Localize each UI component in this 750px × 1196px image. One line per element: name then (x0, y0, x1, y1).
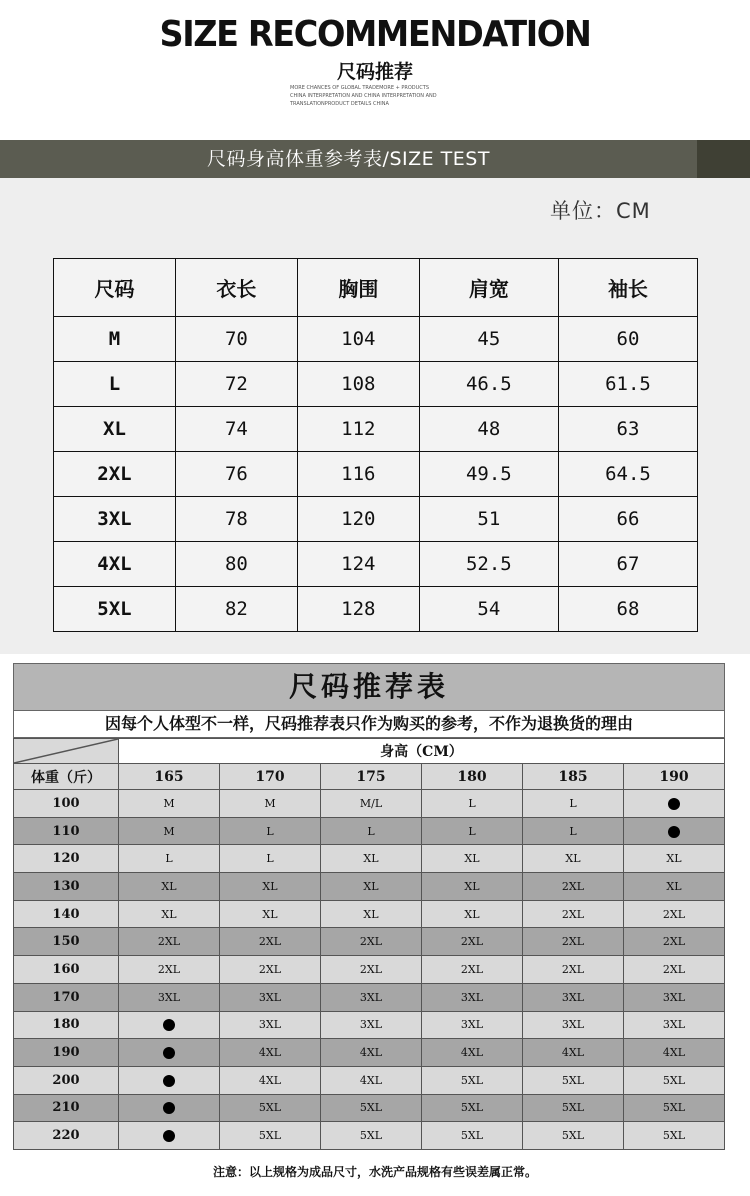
dot-icon (668, 798, 680, 810)
column-header: 肩宽 (419, 259, 558, 317)
measurement-cell: 51 (419, 497, 558, 542)
size-cell: XL (624, 845, 725, 873)
measurement-cell: 52.5 (419, 542, 558, 587)
size-cell: XL (321, 873, 422, 901)
table-row (14, 900, 725, 928)
measurement-cell: 54 (419, 587, 558, 632)
dot-icon (668, 826, 680, 838)
header (0, 0, 750, 140)
dot-icon (163, 1130, 175, 1142)
size-cell: 3XL (321, 1011, 422, 1039)
measurement-cell: 49.5 (419, 452, 558, 497)
table-row (14, 983, 725, 1011)
fine-print-line: TRANSLATIONPRODUCT DETAILS CHINA (290, 101, 389, 107)
measurement-cell: 80 (175, 542, 297, 587)
size-cell: 3XL (422, 983, 523, 1011)
measurement-cell: 60 (558, 317, 697, 362)
size-cell: L (523, 817, 624, 845)
unit-label: 单位：CM (550, 199, 651, 223)
weight-cell: 120 (14, 845, 119, 873)
column-header: 尺码 (54, 259, 176, 317)
measurement-cell: 128 (297, 587, 419, 632)
size-cell: M (119, 817, 220, 845)
section-banner (0, 140, 750, 178)
size-cell: L (422, 790, 523, 818)
not-recommended-dot-icon (119, 1011, 220, 1039)
size-cell: M (54, 317, 176, 362)
size-cell: 2XL (220, 928, 321, 956)
measurement-cell: 63 (558, 407, 697, 452)
size-cell: 2XL (422, 928, 523, 956)
size-cell: 2XL (220, 956, 321, 984)
size-cell: 3XL (422, 1011, 523, 1039)
size-recommendation-section (13, 663, 725, 1150)
size-cell: L (422, 817, 523, 845)
size-cell: M/L (321, 790, 422, 818)
height-column-header: 185 (523, 764, 624, 790)
height-label: 身高（CM） (119, 739, 725, 764)
size-measurement-table (53, 258, 698, 632)
size-cell: 5XL (321, 1094, 422, 1122)
size-cell: 4XL (220, 1066, 321, 1094)
weight-cell: 200 (14, 1066, 119, 1094)
dot-icon (163, 1075, 175, 1087)
height-column-header: 175 (321, 764, 422, 790)
measurement-cell: 124 (297, 542, 419, 587)
size-cell: 3XL (321, 983, 422, 1011)
size-cell: L (321, 817, 422, 845)
size-cell: 3XL (523, 1011, 624, 1039)
size-cell: 5XL (624, 1122, 725, 1150)
measurement-cell: 76 (175, 452, 297, 497)
size-cell: 2XL (624, 956, 725, 984)
size-cell: L (220, 817, 321, 845)
weight-cell: 100 (14, 790, 119, 818)
weight-cell: 220 (14, 1122, 119, 1150)
column-header: 袖长 (558, 259, 697, 317)
banner-text: 尺码身高体重参考表/SIZE TEST (0, 140, 697, 178)
size-cell: XL (422, 873, 523, 901)
size-cell: 2XL (119, 928, 220, 956)
size-cell: 5XL (220, 1094, 321, 1122)
weight-cell: 190 (14, 1039, 119, 1067)
size-cell: XL (422, 900, 523, 928)
table-row (54, 407, 698, 452)
size-cell: XL (321, 900, 422, 928)
measurement-cell: 108 (297, 362, 419, 407)
weight-cell: 210 (14, 1094, 119, 1122)
size-cell: 5XL (624, 1066, 725, 1094)
size-cell: 4XL (220, 1039, 321, 1067)
measurement-cell: 72 (175, 362, 297, 407)
height-column-header: 170 (220, 764, 321, 790)
size-cell: 5XL (523, 1066, 624, 1094)
table-row (14, 790, 725, 818)
size-cell: XL (422, 845, 523, 873)
table-row (14, 1066, 725, 1094)
table-row (14, 873, 725, 901)
size-cell: 2XL (422, 956, 523, 984)
table-row (14, 1011, 725, 1039)
fine-print-line: MORE CHANCES OF GLOBAL TRADEMORE + PRODUCTS (290, 85, 430, 91)
size-cell: XL (119, 873, 220, 901)
recommendation-title: 尺码推荐表 (13, 663, 725, 711)
not-recommended-dot-icon (119, 1094, 220, 1122)
measurement-cell: 61.5 (558, 362, 697, 407)
table-header-row (54, 259, 698, 317)
page-title: SIZE RECOMMENDATION (159, 14, 591, 55)
measurement-cell: 104 (297, 317, 419, 362)
size-cell: 2XL (624, 928, 725, 956)
table-row (14, 845, 725, 873)
size-cell: 2XL (321, 956, 422, 984)
table-row (54, 317, 698, 362)
table-row (54, 587, 698, 632)
measurement-cell: 67 (558, 542, 697, 587)
size-cell: 2XL (119, 956, 220, 984)
table-row (14, 928, 725, 956)
column-header-row (14, 764, 725, 790)
size-cell: 3XL (624, 1011, 725, 1039)
size-cell: 4XL (321, 1066, 422, 1094)
size-cell: XL (220, 873, 321, 901)
size-cell: XL (523, 845, 624, 873)
measurement-cell: 64.5 (558, 452, 697, 497)
height-column-header: 180 (422, 764, 523, 790)
size-cell: 5XL (422, 1122, 523, 1150)
table-row (54, 452, 698, 497)
table-row (54, 362, 698, 407)
measurement-cell: 66 (558, 497, 697, 542)
measurement-cell: 45 (419, 317, 558, 362)
size-cell: 4XL (54, 542, 176, 587)
measurement-cell: 112 (297, 407, 419, 452)
recommendation-note: 因每个人体型不一样，尺码推荐表只作为购买的参考，不作为退换货的理由 (13, 711, 725, 738)
dot-icon (163, 1102, 175, 1114)
measurement-cell: 82 (175, 587, 297, 632)
table-row (14, 956, 725, 984)
measurement-cell: 46.5 (419, 362, 558, 407)
size-cell: 5XL (321, 1122, 422, 1150)
page-subtitle: 尺码推荐 (336, 61, 413, 83)
size-cell: 5XL (220, 1122, 321, 1150)
size-cell: L (523, 790, 624, 818)
size-cell: 5XL (624, 1094, 725, 1122)
table-row (54, 497, 698, 542)
weight-cell: 180 (14, 1011, 119, 1039)
size-cell: 3XL (54, 497, 176, 542)
dot-icon (163, 1019, 175, 1031)
weight-cell: 150 (14, 928, 119, 956)
size-cell: XL (624, 873, 725, 901)
height-header-row (14, 739, 725, 764)
column-header: 胸围 (297, 259, 419, 317)
measurement-cell: 120 (297, 497, 419, 542)
table-row (54, 542, 698, 587)
size-cell: 2XL (523, 928, 624, 956)
header-fine-print (290, 84, 460, 108)
size-cell: 4XL (321, 1039, 422, 1067)
weight-cell: 170 (14, 983, 119, 1011)
size-cell: 2XL (321, 928, 422, 956)
size-cell: L (119, 845, 220, 873)
footer-note: 注意：以上规格为成品尺寸，水洗产品规格有些误差属正常。 (212, 1165, 537, 1179)
measurement-cell: 70 (175, 317, 297, 362)
size-cell: 5XL (422, 1094, 523, 1122)
column-header: 衣长 (175, 259, 297, 317)
size-cell: 5XL (523, 1094, 624, 1122)
weight-cell: 160 (14, 956, 119, 984)
size-cell: 2XL (523, 900, 624, 928)
not-recommended-dot-icon (624, 817, 725, 845)
size-cell: XL (220, 900, 321, 928)
size-cell: 3XL (119, 983, 220, 1011)
table-row (14, 1122, 725, 1150)
size-cell: 2XL (54, 452, 176, 497)
size-cell: XL (54, 407, 176, 452)
not-recommended-dot-icon (119, 1122, 220, 1150)
fine-print-line: CHINA INTERPRETATION AND CHINA INTERPRETATION AND (290, 93, 437, 99)
size-cell: 2XL (624, 900, 725, 928)
weight-cell: 110 (14, 817, 119, 845)
measurement-cell: 78 (175, 497, 297, 542)
weight-label: 体重（斤） (14, 764, 119, 790)
size-cell: 3XL (220, 983, 321, 1011)
measurement-cell: 68 (558, 587, 697, 632)
size-cell: L (220, 845, 321, 873)
size-cell: 5XL (422, 1066, 523, 1094)
size-cell: M (220, 790, 321, 818)
size-cell: 2XL (523, 873, 624, 901)
size-cell: XL (119, 900, 220, 928)
measurement-cell: 74 (175, 407, 297, 452)
size-cell: L (54, 362, 176, 407)
recommendation-table (13, 738, 725, 1150)
weight-cell: 140 (14, 900, 119, 928)
height-column-header: 190 (624, 764, 725, 790)
size-cell: 5XL (523, 1122, 624, 1150)
size-cell: XL (321, 845, 422, 873)
size-cell: 4XL (422, 1039, 523, 1067)
not-recommended-dot-icon (119, 1039, 220, 1067)
diagonal-corner-cell (14, 739, 119, 764)
measurement-cell: 116 (297, 452, 419, 497)
size-cell: 5XL (54, 587, 176, 632)
table-row (14, 1094, 725, 1122)
size-cell: M (119, 790, 220, 818)
not-recommended-dot-icon (119, 1066, 220, 1094)
size-cell: 3XL (624, 983, 725, 1011)
measurement-cell: 48 (419, 407, 558, 452)
not-recommended-dot-icon (624, 790, 725, 818)
height-column-header: 165 (119, 764, 220, 790)
weight-cell: 130 (14, 873, 119, 901)
size-cell: 3XL (523, 983, 624, 1011)
size-cell: 2XL (523, 956, 624, 984)
dot-icon (163, 1047, 175, 1059)
size-cell: 3XL (220, 1011, 321, 1039)
table-row (14, 817, 725, 845)
size-cell: 4XL (624, 1039, 725, 1067)
table-row (14, 1039, 725, 1067)
size-cell: 4XL (523, 1039, 624, 1067)
